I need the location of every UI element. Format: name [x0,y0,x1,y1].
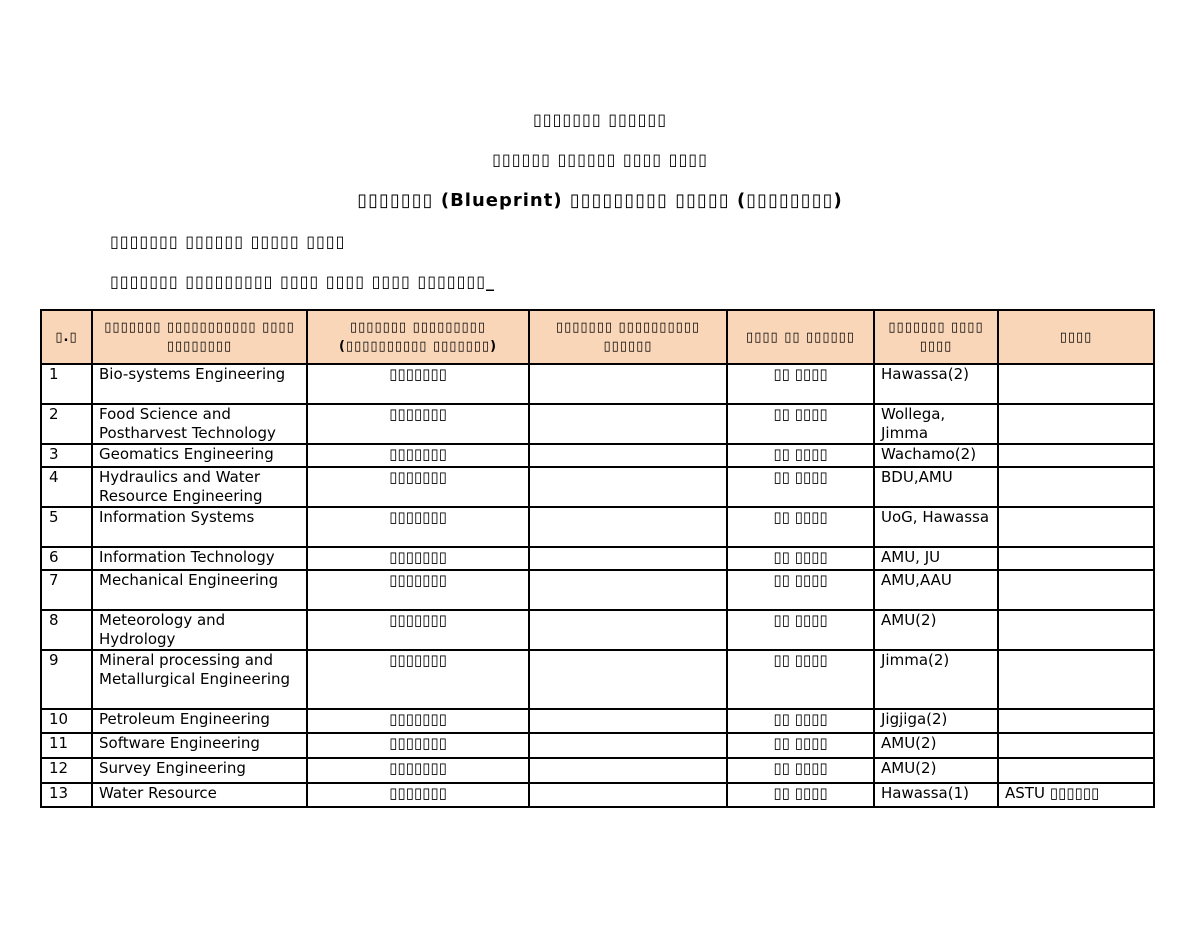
row-university: Jigjiga(2) [874,709,998,733]
table-row [41,650,1154,709]
row-date: ▯▯ ▯▯▯▯ [727,783,874,807]
row-status: ▯▯▯▯▯▯▯ [307,709,529,733]
row-university: Jimma(2) [874,650,998,709]
row-program: Food Science and Postharvest Technology [92,404,307,444]
row-university: AMU(2) [874,758,998,783]
row-university: Wollega, Jimma [874,404,998,444]
row-no: 5 [41,507,92,547]
table-header-row [41,310,1154,364]
row-no: 10 [41,709,92,733]
table-row [41,783,1154,807]
table-row [41,364,1154,404]
row-note [529,404,727,444]
header-program: ▯▯▯▯▯▯▯ ▯▯▯▯▯▯▯▯▯▯▯ ▯▯▯▯ ▯▯▯▯▯▯▯▯ [92,310,307,364]
row-status: ▯▯▯▯▯▯▯ [307,650,529,709]
table-row [41,547,1154,570]
row-no: 3 [41,444,92,467]
row-remark [998,733,1154,758]
info-line-1: ▯▯▯▯▯▯▯ ▯▯▯▯▯▯ ▯▯▯▯▯ ▯▯▯▯ [110,232,346,251]
row-note [529,507,727,547]
row-university: AMU,AAU [874,570,998,610]
table-row [41,404,1154,444]
row-program: Petroleum Engineering [92,709,307,733]
row-program: Mineral processing and Metallurgical Engineering [92,650,307,709]
row-note [529,570,727,610]
row-date: ▯▯ ▯▯▯▯ [727,364,874,404]
row-no: 7 [41,570,92,610]
row-university: AMU(2) [874,610,998,650]
row-no: 4 [41,467,92,507]
header-status: ▯▯▯▯▯▯▯ ▯▯▯▯▯▯▯▯▯ (▯▯▯▯▯▯▯▯▯▯ ▯▯▯▯▯▯▯) [307,310,529,364]
row-program: Information Systems [92,507,307,547]
header-date: ▯▯▯▯ ▯▯ ▯▯▯▯▯▯ [727,310,874,364]
row-date: ▯▯ ▯▯▯▯ [727,507,874,547]
document-title: ▯▯▯▯▯▯▯ ▯▯▯▯▯▯ [532,110,668,129]
row-note [529,364,727,404]
row-status: ▯▯▯▯▯▯▯ [307,570,529,610]
row-remark [998,570,1154,610]
row-no: 6 [41,547,92,570]
row-program: Water Resource [92,783,307,807]
row-date: ▯▯ ▯▯▯▯ [727,733,874,758]
row-status: ▯▯▯▯▯▯▯ [307,610,529,650]
row-status: ▯▯▯▯▯▯▯ [307,783,529,807]
row-status: ▯▯▯▯▯▯▯ [307,364,529,404]
row-status: ▯▯▯▯▯▯▯ [307,404,529,444]
row-note [529,733,727,758]
row-university: UoG, Hawassa [874,507,998,547]
row-remark [998,444,1154,467]
table-row [41,570,1154,610]
row-date: ▯▯ ▯▯▯▯ [727,709,874,733]
row-remark [998,650,1154,709]
row-no: 11 [41,733,92,758]
row-program: Information Technology [92,547,307,570]
row-remark [998,507,1154,547]
table-row [41,733,1154,758]
row-note [529,547,727,570]
row-status: ▯▯▯▯▯▯▯ [307,444,529,467]
document-subtitle: ▯▯▯▯▯▯ ▯▯▯▯▯▯ ▯▯▯▯ ▯▯▯▯ [492,150,708,169]
row-remark [998,547,1154,570]
row-remark [998,758,1154,783]
row-remark [998,364,1154,404]
table-row [41,444,1154,467]
row-no: 9 [41,650,92,709]
row-university: AMU(2) [874,733,998,758]
row-program: Hydraulics and Water Resource Engineering [92,467,307,507]
row-no: 13 [41,783,92,807]
table-row [41,467,1154,507]
row-university: BDU,AMU [874,467,998,507]
row-university: Hawassa(1) [874,783,998,807]
row-remark [998,709,1154,733]
info-line-2: ▯▯▯▯▯▯▯ ▯▯▯▯▯▯▯▯▯ ▯▯▯▯ ▯▯▯▯ ▯▯▯▯ ▯▯▯▯▯▯▯_ [110,272,496,291]
row-program: Bio-systems Engineering [92,364,307,404]
row-note [529,758,727,783]
row-no: 2 [41,404,92,444]
row-date: ▯▯ ▯▯▯▯ [727,404,874,444]
header-note: ▯▯▯▯▯▯▯ ▯▯▯▯▯▯▯▯▯▯ ▯▯▯▯▯▯ [529,310,727,364]
row-remark [998,467,1154,507]
row-note [529,444,727,467]
row-no: 8 [41,610,92,650]
row-status: ▯▯▯▯▯▯▯ [307,733,529,758]
row-note [529,709,727,733]
row-no: 12 [41,758,92,783]
row-program: Mechanical Engineering [92,570,307,610]
header-university: ▯▯▯▯▯▯▯ ▯▯▯▯ ▯▯▯▯ [874,310,998,364]
row-note [529,650,727,709]
header-remark: ▯▯▯▯ [998,310,1154,364]
row-status: ▯▯▯▯▯▯▯ [307,547,529,570]
row-note [529,467,727,507]
row-date: ▯▯ ▯▯▯▯ [727,570,874,610]
row-date: ▯▯ ▯▯▯▯ [727,547,874,570]
row-status: ▯▯▯▯▯▯▯ [307,758,529,783]
header-serial-no: ▯.▯ [41,310,92,364]
table-row [41,610,1154,650]
row-program: Survey Engineering [92,758,307,783]
table-row [41,709,1154,733]
row-note [529,610,727,650]
row-date: ▯▯ ▯▯▯▯ [727,444,874,467]
row-date: ▯▯ ▯▯▯▯ [727,610,874,650]
table-row [41,758,1154,783]
row-date: ▯▯ ▯▯▯▯ [727,467,874,507]
row-program: Meteorology and Hydrology [92,610,307,650]
row-remark [998,610,1154,650]
row-program: Software Engineering [92,733,307,758]
row-status: ▯▯▯▯▯▯▯ [307,467,529,507]
table-row [41,507,1154,547]
row-date: ▯▯ ▯▯▯▯ [727,758,874,783]
row-remark [998,404,1154,444]
row-university: AMU, JU [874,547,998,570]
row-note [529,783,727,807]
row-no: 1 [41,364,92,404]
row-university: Hawassa(2) [874,364,998,404]
program-table [40,309,1155,808]
blueprint-title: ▯▯▯▯▯▯▯ (Blueprint) ▯▯▯▯▯▯▯▯▯ ▯▯▯▯▯ (▯▯▯▯▯▯▯▯) [357,190,843,211]
row-status: ▯▯▯▯▯▯▯ [307,507,529,547]
row-date: ▯▯ ▯▯▯▯ [727,650,874,709]
row-university: Wachamo(2) [874,444,998,467]
row-program: Geomatics Engineering [92,444,307,467]
row-remark: ASTU ▯▯▯▯▯▯ [998,783,1154,807]
